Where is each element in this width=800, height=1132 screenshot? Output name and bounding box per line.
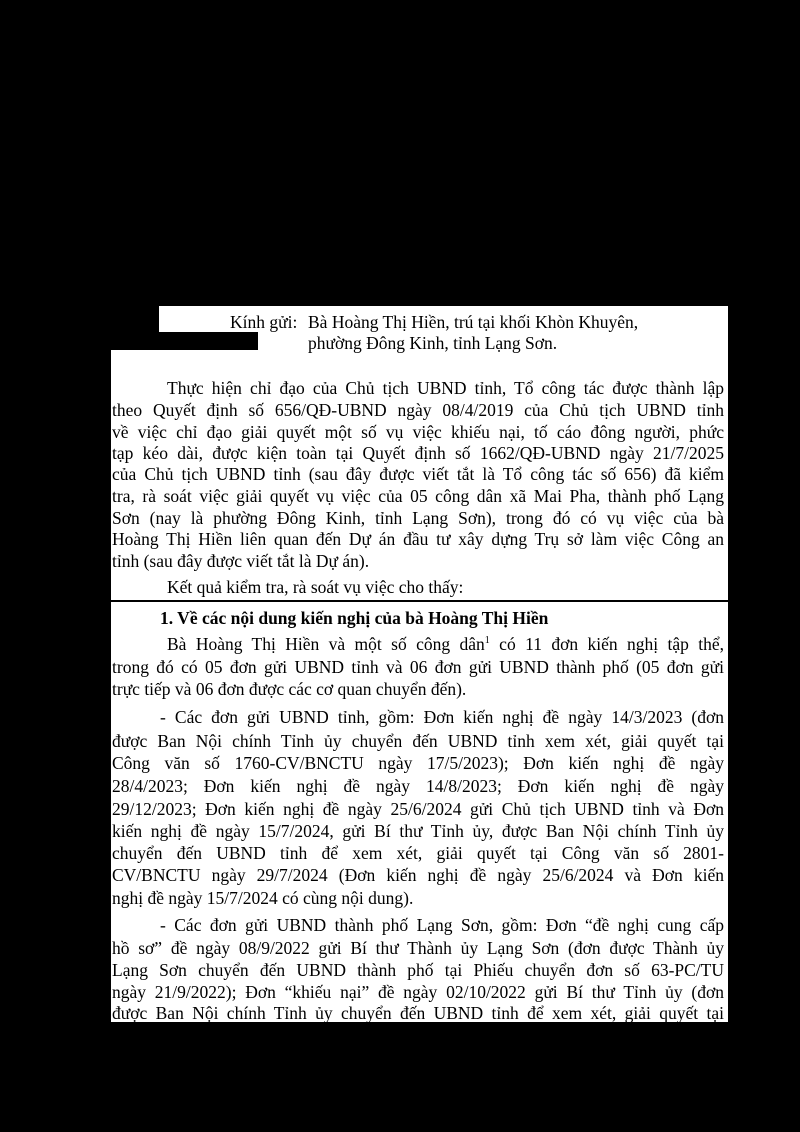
section-1-para-2-line-4: 28/4/2023; Đơn kiến nghị đề ngày 14/8/2023; Đơn kiến nghị đề ngày: [112, 776, 724, 796]
section-1-para-2-line-1: - Các đơn gửi UBND tỉnh, gồm: Đơn kiến nghị đề ngày 14/3/2023 (đơn: [160, 707, 724, 727]
section-1-para-3-line-2: hồ sơ” đề ngày 08/9/2022 gửi Bí thư Thành ủy Lạng Sơn (đơn được Thành ủy: [112, 938, 724, 958]
intro-line-9: tỉnh (sau đây được viết tắt là Dự án).: [112, 551, 370, 571]
intro-line-6: tra, rà soát việc giải quyết vụ việc của 05 công dân xã Mai Pha, thành phố Lạng: [112, 486, 724, 506]
section-1-para-1-line-3: trực tiếp và 06 đơn được các cơ quan chuyển đến).: [112, 679, 467, 699]
section-1-para-2-line-6: kiến nghị đề ngày 15/7/2024, gửi Bí thư Tỉnh ủy, được Ban Nội chính Tỉnh ủy: [112, 821, 724, 841]
section-1-para-3-line-5: được Ban Nội chính Tỉnh ủy chuyển đến UBND tỉnh để xem xét, giải quyết tại: [112, 1003, 724, 1023]
para-1-text-after: có 11 đơn kiến nghị tập thể,: [489, 634, 725, 654]
addressee-line-1: Bà Hoàng Thị Hiền, trú tại khối Khòn Khuyên,: [308, 312, 639, 332]
intro-line-2: theo Quyết định số 656/QĐ-UBND ngày 08/4/2019 của Chủ tịch UBND tỉnh: [112, 400, 724, 420]
intro-line-1: Thực hiện chỉ đạo của Chủ tịch UBND tỉnh, Tổ công tác được thành lập: [167, 378, 724, 398]
section-1-para-2-line-8: CV/BNCTU ngày 29/7/2024 (Đơn kiến nghị đề ngày 25/6/2024 và Đơn kiến: [112, 865, 724, 885]
addressee-line-2: phường Đông Kinh, tỉnh Lạng Sơn.: [308, 333, 558, 353]
section-1-para-2-line-2: được Ban Nội chính Tỉnh ủy chuyển đến UBND tỉnh xem xét, giải quyết tại: [112, 731, 724, 751]
section-1-heading: 1. Về các nội dung kiến nghị của bà Hoàng Thị Hiền: [160, 608, 549, 628]
intro-line-5: của Chủ tịch UBND tỉnh (sau đây được viết tắt là Tổ công tác số 656) đã kiểm: [112, 464, 724, 484]
section-1-para-3-line-4: ngày 21/9/2022); Đơn “khiếu nại” đề ngày 02/10/2022 gửi Bí thư Tỉnh ủy (đơn: [112, 982, 724, 1002]
section-1-para-3-line-3: Lạng Sơn chuyển đến UBND thành phố tại Phiếu chuyển đơn số 63-PC/TU: [112, 960, 724, 980]
intro-line-7: Sơn (nay là phường Đông Kinh, tỉnh Lạng Sơn), trong đó có vụ việc của bà: [112, 508, 724, 528]
addressee-label: Kính gửi:: [230, 312, 298, 332]
section-1-para-3-line-1: - Các đơn gửi UBND thành phố Lạng Sơn, gồm: Đơn “đề nghị cung cấp: [160, 915, 724, 935]
section-1-para-2-line-9: nghị đề ngày 15/7/2024 có cùng nội dung).: [112, 888, 414, 908]
section-1-para-1-line-1: [167, 634, 724, 655]
intro-line-3: về việc chỉ đạo giải quyết một số vụ việc khiếu nại, tố cáo đông người, phức: [112, 422, 724, 442]
section-1-para-2-line-3: Công văn số 1760-CV/BNCTU ngày 17/5/2023); Đơn kiến nghị đề ngày: [112, 753, 724, 773]
para-1-text-before: Bà Hoàng Thị Hiền và một số công dân: [167, 634, 485, 654]
intro-result-line: Kết quả kiểm tra, rà soát vụ việc cho thấy:: [167, 577, 464, 597]
section-1-para-2-line-7: chuyển đến UBND tỉnh để xem xét, giải quyết tại Công văn số 2801-: [112, 843, 724, 863]
footnote-marker: 1: [484, 635, 490, 647]
section-1-para-2-line-5: 29/12/2023; Đơn kiến nghị đề ngày 25/6/2024 gửi Chủ tịch UBND tỉnh và Đơn: [112, 799, 724, 819]
section-1-para-1-line-2: trong đó có 05 đơn gửi UBND tỉnh và 06 đơn gửi UBND thành phố (05 đơn gửi: [112, 657, 724, 677]
intro-line-4: tạp kéo dài, được kiện toàn tại Quyết định số 1662/QĐ-UBND ngày 21/7/2025: [112, 443, 724, 463]
intro-line-8: Hoàng Thị Hiền liên quan đến Dự án đầu tư xây dựng Trụ sở làm việc Công an: [112, 529, 724, 549]
